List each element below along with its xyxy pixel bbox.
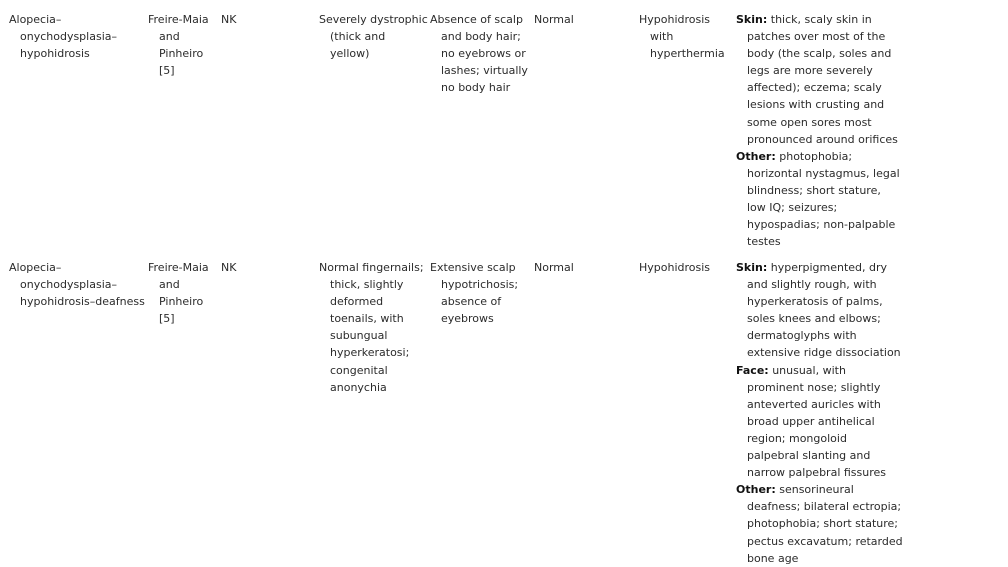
finding-line: patches over most of the bbox=[747, 30, 886, 44]
finding-line: lesions with crusting and bbox=[747, 98, 885, 112]
finding-line: pronounced around orifices bbox=[747, 132, 898, 146]
finding-line: prominent nose; slightly bbox=[747, 380, 881, 394]
finding-line: affected); eczema; scaly bbox=[747, 81, 882, 95]
cell-line: yellow) bbox=[330, 47, 370, 61]
cell-line: subungual bbox=[330, 329, 388, 343]
inheritance-cell bbox=[221, 11, 311, 28]
cell-line: hypotrichosis; bbox=[441, 278, 519, 292]
cell-line: deformed bbox=[330, 295, 384, 309]
cell-line: (thick and bbox=[330, 30, 386, 44]
syndrome-name-cell bbox=[9, 259, 145, 310]
cell-line: [5] bbox=[159, 64, 175, 78]
finding-label: Face: bbox=[736, 363, 769, 377]
finding-label: Other: bbox=[736, 149, 776, 163]
finding-label: Skin: bbox=[736, 13, 768, 26]
nails-cell bbox=[319, 11, 428, 62]
finding-line: legs are more severely bbox=[747, 64, 873, 78]
sweating-cell bbox=[639, 259, 729, 276]
finding-line bbox=[736, 259, 936, 276]
finding-line: hyperkeratosis of palms, bbox=[747, 295, 883, 309]
finding-line: testes bbox=[747, 235, 781, 249]
other-findings-cell bbox=[736, 11, 936, 250]
finding-line: soles knees and elbows; bbox=[747, 312, 881, 326]
finding-line: bone age bbox=[747, 551, 799, 565]
hair-cell bbox=[430, 11, 530, 96]
finding-text: thick, scaly skin in bbox=[770, 13, 872, 26]
cell-line: onychodysplasia– bbox=[20, 30, 117, 44]
cell-line: Extensive scalp bbox=[430, 261, 516, 274]
finding-line bbox=[736, 11, 936, 28]
finding-line: horizontal nystagmus, legal bbox=[747, 166, 900, 180]
other-findings-cell bbox=[736, 259, 936, 567]
finding-label: Other: bbox=[736, 483, 776, 497]
cell-line: onychodysplasia– bbox=[20, 278, 117, 292]
cell-line: hypohidrosis–deafness bbox=[20, 295, 145, 309]
cell-line: and bbox=[159, 30, 180, 44]
nails-cell bbox=[319, 259, 424, 396]
cell-line: Normal fingernails; bbox=[319, 261, 424, 274]
finding-line: and slightly rough, with bbox=[747, 278, 877, 292]
finding-line: photophobia; short stature; bbox=[747, 517, 898, 531]
cell-line: Absence of scalp bbox=[430, 13, 523, 26]
finding-line: dermatoglyphs with bbox=[747, 329, 857, 343]
cell-line: Hypohidrosis bbox=[639, 261, 711, 274]
author-cell bbox=[148, 11, 213, 79]
cell-line: Alopecia– bbox=[9, 261, 62, 274]
cell-line: absence of bbox=[441, 295, 502, 309]
cell-line: toenails, with bbox=[330, 312, 404, 326]
sweating-cell bbox=[639, 11, 729, 62]
cell-line: hypohidrosis bbox=[20, 47, 90, 61]
cell-line: Pinheiro bbox=[159, 295, 204, 309]
cell-line: Normal bbox=[534, 261, 574, 274]
finding-line: palpebral slanting and bbox=[747, 449, 871, 463]
cell-line: [5] bbox=[159, 312, 175, 326]
cell-line: lashes; virtually bbox=[441, 64, 528, 78]
finding-line: anteverted auricles with bbox=[747, 397, 881, 411]
finding-text: unusual, with bbox=[772, 363, 846, 377]
finding-line: broad upper antihelical bbox=[747, 414, 875, 428]
finding-line bbox=[736, 481, 936, 498]
finding-line: extensive ridge dissociation bbox=[747, 346, 901, 360]
cell-line: Pinheiro bbox=[159, 47, 204, 61]
cell-line: Hypohidrosis bbox=[639, 13, 711, 26]
finding-line: low IQ; seizures; bbox=[747, 201, 838, 215]
hair-cell bbox=[430, 259, 530, 327]
cell-line: Normal bbox=[534, 13, 574, 26]
cell-line: with bbox=[650, 30, 674, 44]
finding-line: body (the scalp, soles and bbox=[747, 47, 892, 61]
finding-line: narrow palpebral fissures bbox=[747, 466, 887, 480]
cell-line: no eyebrows or bbox=[441, 47, 526, 61]
cell-line: Alopecia– bbox=[9, 13, 62, 26]
cell-line: hyperthermia bbox=[650, 47, 725, 61]
cell-line: eyebrows bbox=[441, 312, 494, 326]
finding-line: hypospadias; non-palpable bbox=[747, 218, 896, 232]
finding-line: some open sores most bbox=[747, 115, 872, 129]
teeth-cell bbox=[534, 11, 634, 28]
cell-line: NK bbox=[221, 261, 237, 274]
finding-line: pectus excavatum; retarded bbox=[747, 534, 903, 548]
cell-line: thick, slightly bbox=[330, 278, 404, 292]
cell-line: anonychia bbox=[330, 380, 387, 394]
finding-line: blindness; short stature, bbox=[747, 183, 881, 197]
cell-line: and bbox=[159, 278, 180, 292]
finding-line: region; mongoloid bbox=[747, 431, 847, 445]
cell-line: Freire-Maia bbox=[148, 13, 209, 26]
finding-text: hyperpigmented, dry bbox=[770, 261, 888, 274]
cell-line: NK bbox=[221, 13, 237, 26]
finding-label: Skin: bbox=[736, 261, 768, 274]
finding-line bbox=[736, 148, 936, 165]
cell-line: hyperkeratosi; bbox=[330, 346, 410, 360]
syndrome-name-cell bbox=[9, 11, 139, 62]
cell-line: and body hair; bbox=[441, 30, 521, 44]
cell-line: Freire-Maia bbox=[148, 261, 209, 274]
author-cell bbox=[148, 259, 213, 327]
cell-line: congenital bbox=[330, 363, 388, 377]
finding-text: photophobia; bbox=[779, 149, 853, 163]
finding-line: deafness; bilateral ectropia; bbox=[747, 500, 902, 514]
cell-line: no body hair bbox=[441, 81, 511, 95]
finding-text: sensorineural bbox=[779, 483, 854, 497]
inheritance-cell bbox=[221, 259, 311, 276]
teeth-cell bbox=[534, 259, 634, 276]
cell-line: Severely dystrophic bbox=[319, 13, 428, 26]
finding-line bbox=[736, 362, 936, 379]
